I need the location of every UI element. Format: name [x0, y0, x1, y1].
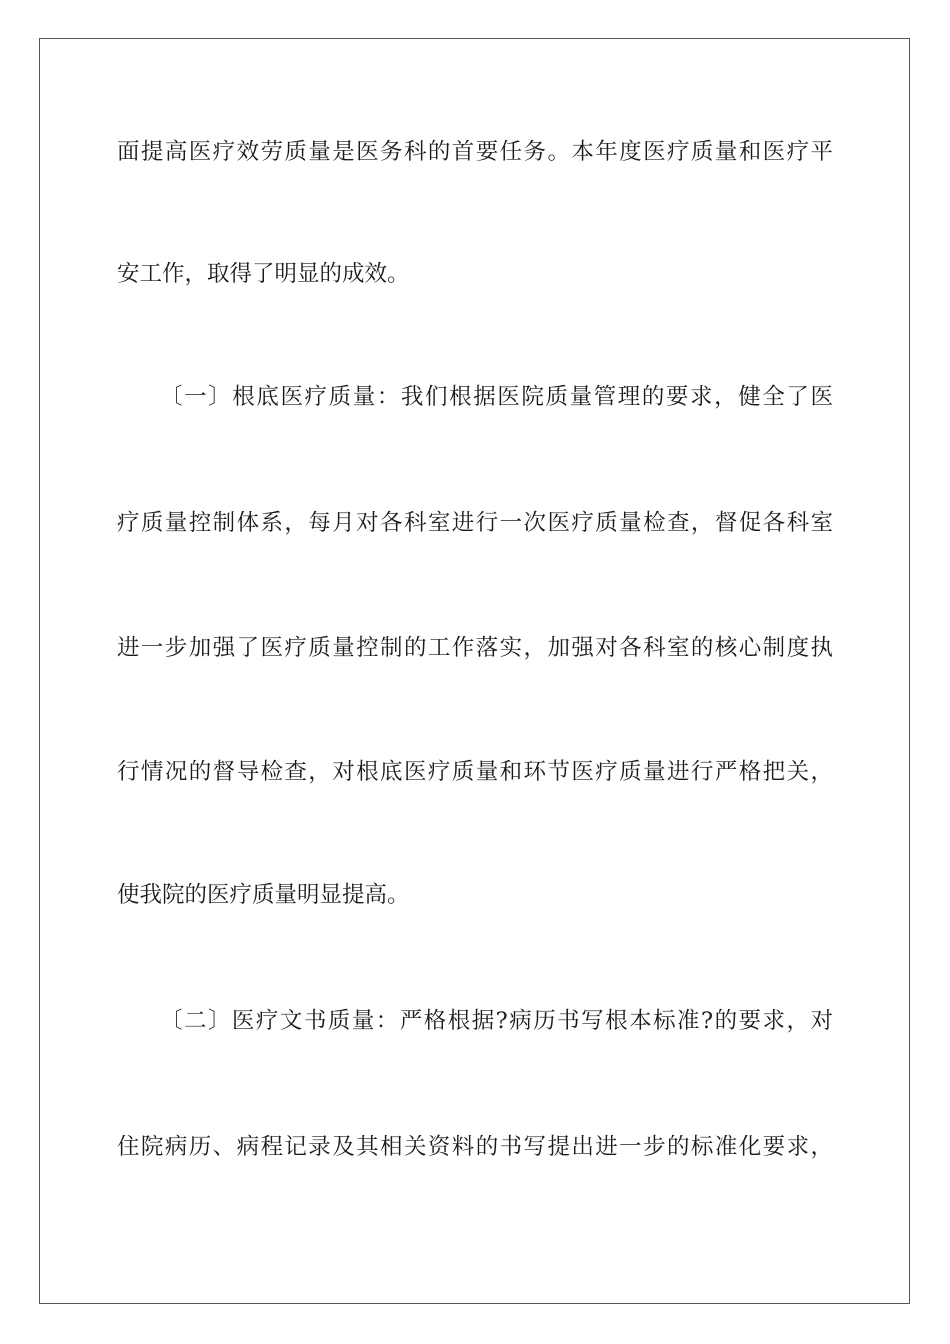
paragraph-line-3: 〔一〕根底医疗质量：我们根据医院质量管理的要求，健全了医 [160, 384, 835, 410]
paragraph-line-6: 行情况的督导检查，对根底医疗质量和环节医疗质量进行严格把关， [117, 759, 835, 785]
paragraph-line-7: 使我院的医疗质量明显提高。 [117, 882, 410, 908]
paragraph-line-2: 安工作，取得了明显的成效。 [117, 261, 410, 287]
paragraph-line-8: 〔二〕医疗文书质量：严格根据?病历书写根本标准?的要求，对 [160, 1008, 835, 1034]
page-border [39, 38, 910, 1304]
paragraph-line-4: 疗质量控制体系，每月对各科室进行一次医疗质量检查，督促各科室 [117, 510, 835, 536]
paragraph-line-5: 进一步加强了医疗质量控制的工作落实，加强对各科室的核心制度执 [117, 635, 835, 661]
paragraph-line-9: 住院病历、病程记录及其相关资料的书写提出进一步的标准化要求， [117, 1134, 835, 1160]
paragraph-line-1: 面提高医疗效劳质量是医务科的首要任务。本年度医疗质量和医疗平 [117, 139, 835, 165]
